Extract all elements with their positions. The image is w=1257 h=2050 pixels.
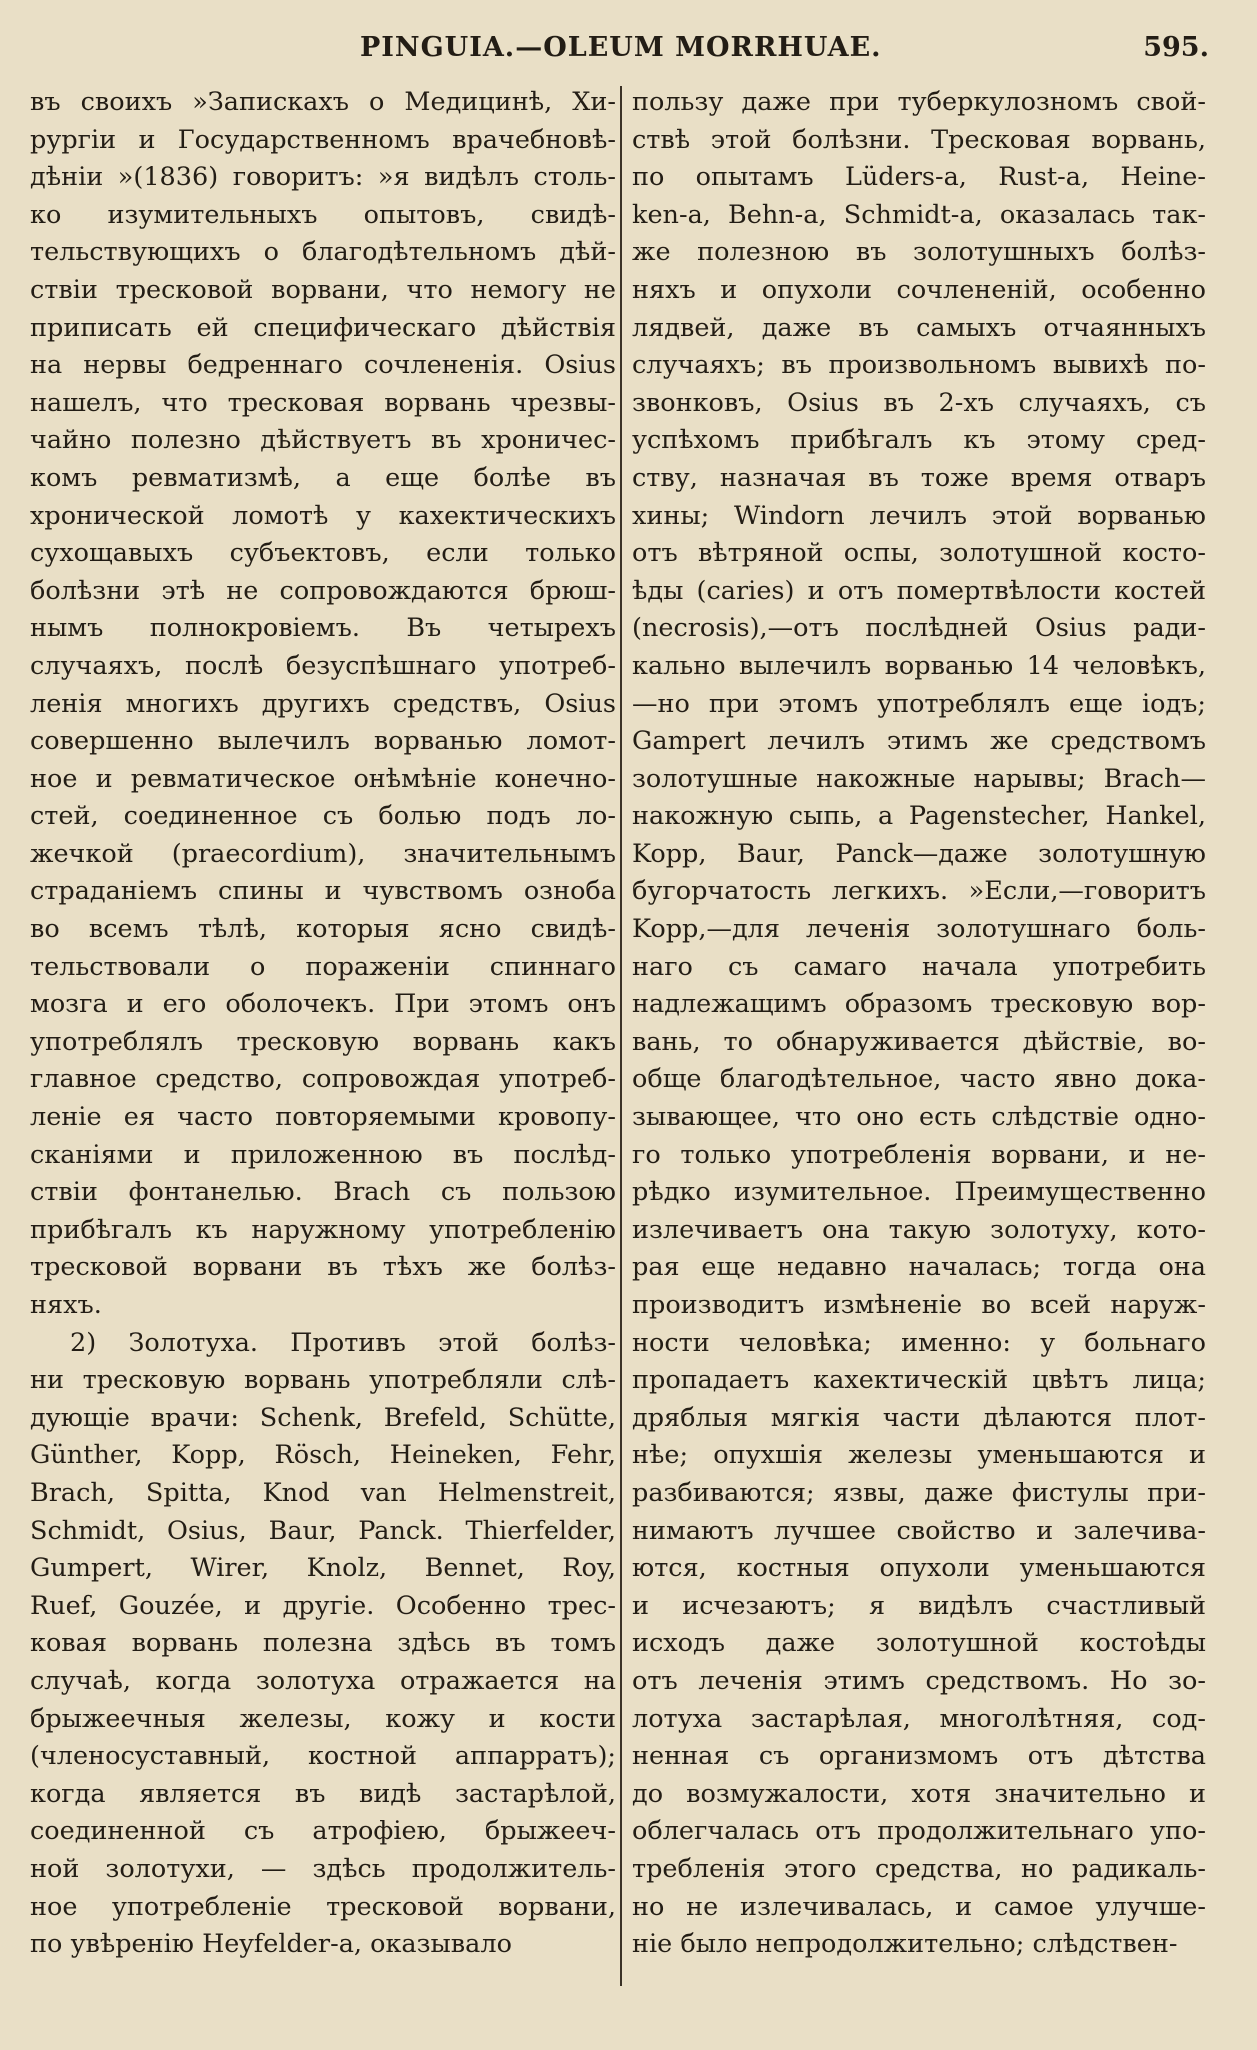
text-line: тельствовали о пораженіи спиннаго xyxy=(30,951,616,982)
text-line: совершенно вылечилъ ворванью ломот- xyxy=(30,726,616,757)
text-line: пользу даже при туберкулозномъ свой- xyxy=(632,87,1206,117)
text-line: надлежащимъ образомъ тресковую вор- xyxy=(632,989,1206,1020)
text-line: въ своихъ »Запискахъ о Медицинѣ, Хи- xyxy=(30,87,616,117)
text-line: 2) Золотуха. Противъ этой болѣз- xyxy=(70,1327,616,1358)
text-line: Günther, Kopp, Rösch, Heineken, Fehr, xyxy=(30,1440,616,1471)
text-line: лотуха застарѣлая, многолѣтняя, сод- xyxy=(632,1703,1206,1734)
text-line: звонковъ, Osius въ 2-хъ случаяхъ, съ xyxy=(632,387,1206,418)
page-number: 595. xyxy=(1143,32,1209,63)
column-divider xyxy=(620,86,622,1986)
left-text-column xyxy=(30,84,616,1964)
text-line: на нервы бедреннаго сочлененія. Osius xyxy=(30,350,616,381)
text-line: ленія многихъ другихъ средствъ, Osius xyxy=(30,688,616,719)
text-line: (членосуставный, костной аппарратъ); xyxy=(30,1741,616,1772)
text-line: рѣдко изумительное. Преимущественно xyxy=(632,1177,1206,1208)
text-line: ное и ревматическое онѣмѣніе конечно- xyxy=(30,763,616,794)
text-line: ѣды (caries) и отъ помертвѣлости костей xyxy=(632,575,1206,606)
text-line: отъ леченія этимъ средствомъ. Но зо- xyxy=(632,1665,1206,1696)
text-line: няхъ и опухоли сочлененій, особенно xyxy=(632,274,1206,305)
text-line: наго съ самаго начала употребить xyxy=(632,951,1206,982)
text-line: бугорчатость легкихъ. »Если,—говоритъ xyxy=(632,876,1206,907)
text-line: тресковой ворвани въ тѣхъ же болѣз- xyxy=(30,1252,616,1283)
text-line: ются, костныя опухоли уменьшаются xyxy=(632,1553,1206,1584)
text-line: производитъ измѣненіе во всей наруж- xyxy=(632,1290,1206,1320)
text-line: кально вылечилъ ворванью 14 человѣкъ, xyxy=(632,650,1206,681)
text-line: пропадаетъ кахектическій цвѣтъ лица; xyxy=(632,1365,1206,1396)
text-line: болѣзни этѣ не сопровождаются брюш- xyxy=(30,575,616,606)
text-line: сканіями и приложенною въ послѣд- xyxy=(30,1139,616,1170)
text-line: брыжеечныя железы, кожу и кости xyxy=(30,1703,616,1734)
text-line: стей, соединенное съ болью подъ ло- xyxy=(30,801,616,832)
text-line: главное средство, сопровождая употреб- xyxy=(30,1064,616,1095)
text-line: Schmidt, Osius, Baur, Panck. Thierfelder, xyxy=(30,1515,616,1546)
text-line: успѣхомъ прибѣгалъ къ этому сред- xyxy=(632,425,1206,456)
running-header xyxy=(0,14,1257,74)
text-line: страданіемъ спины и чувствомъ озноба xyxy=(30,876,616,907)
text-line: чайно полезно дѣйствуетъ въ хроничес- xyxy=(30,425,616,456)
text-line: ной золотухи, — здѣсь продолжитель- xyxy=(30,1853,616,1884)
text-line: Brach, Spitta, Knod van Helmenstreit, xyxy=(30,1477,616,1508)
text-line: случаѣ, когда золотуха отражается на xyxy=(30,1665,616,1696)
text-line: зывающее, что оно есть слѣдствіе одно- xyxy=(632,1102,1206,1133)
text-line: обще благодѣтельное, часто явно дока- xyxy=(632,1064,1206,1095)
text-line: золотушные накожные нарывы; Brach— xyxy=(632,763,1206,794)
text-line: соединенной съ атрофіею, брыжееч- xyxy=(30,1816,616,1847)
text-line: мозга и его оболочекъ. При этомъ онъ xyxy=(30,989,616,1020)
text-line: (necrosis),—отъ послѣдней Osius ради- xyxy=(632,613,1206,644)
text-line: тельствующихъ о благодѣтельномъ дѣй- xyxy=(30,237,616,268)
text-line: го только употребленія ворвани, и не- xyxy=(632,1139,1206,1170)
text-line: Kopp, Baur, Panck—даже золотушную xyxy=(632,838,1206,869)
text-line: требленія этого средства, но радикаль- xyxy=(632,1853,1206,1884)
text-line: нашелъ, что тресковая ворвань чрезвы- xyxy=(30,387,616,418)
text-line: ствіи фонтанелью. Brach съ пользою xyxy=(30,1177,616,1208)
text-line: облегчалась отъ продолжительнаго упо- xyxy=(632,1816,1206,1847)
text-line: по увѣренію Heyfelder-а, оказывало xyxy=(30,1929,512,1960)
text-line: ствіи тресковой ворвани, что немогу не xyxy=(30,274,616,305)
text-line: леніе ея часто повторяемыми кровопу- xyxy=(30,1102,616,1133)
text-line: нѣе; опухшія железы уменьшаются и xyxy=(632,1440,1206,1471)
text-line: жечкой (praecordium), значительнымъ xyxy=(30,838,616,869)
text-line: хронической ломотѣ у кахектическихъ xyxy=(30,500,616,531)
text-line: прибѣгалъ къ наружному употребленію xyxy=(30,1214,616,1245)
text-line: Ruef, Gouzée, и другіе. Особенно трес- xyxy=(30,1590,616,1621)
text-line: ніе было непродолжительно; слѣдствен- xyxy=(632,1929,1178,1960)
text-line: дряблыя мягкія части дѣлаются плот- xyxy=(632,1402,1206,1433)
text-line: дѣніи »(1836) говоритъ: »я видѣлъ столь- xyxy=(30,162,616,193)
text-line: во всемъ тѣлѣ, которыя ясно свидѣ- xyxy=(30,914,616,945)
running-title: PINGUIA.—OLEUM MORRHUAE. xyxy=(360,32,882,63)
text-line: ни тресковую ворвань употребляли слѣ- xyxy=(30,1365,616,1396)
text-line: хины; Windorn лечилъ этой ворванью xyxy=(632,500,1206,531)
text-line: ности человѣка; именно: у больнаго xyxy=(632,1327,1206,1358)
text-line: сухощавыхъ субъектовъ, если только xyxy=(30,538,616,569)
text-line: няхъ. xyxy=(30,1290,102,1320)
text-line: и исчезаютъ; я видѣлъ счастливый xyxy=(632,1590,1206,1621)
text-line: приписать ей специфическаго дѣйствія xyxy=(30,312,616,343)
text-line: Gampert лечилъ этимъ же средствомъ xyxy=(632,726,1206,757)
text-line: до возмужалости, хотя значительно и xyxy=(632,1778,1206,1809)
text-line: вань, то обнаруживается дѣйствіе, во- xyxy=(632,1026,1206,1057)
text-line: употреблялъ тресковую ворвань какъ xyxy=(30,1026,616,1057)
text-line: нимаютъ лучшее свойство и залечива- xyxy=(632,1515,1206,1546)
text-line: ству, назначая въ тоже время отваръ xyxy=(632,462,1206,493)
text-line: ковая ворвань полезна здѣсь въ томъ xyxy=(30,1628,616,1659)
text-line: ненная съ организмомъ отъ дѣтства xyxy=(632,1741,1206,1772)
text-line: разбиваются; язвы, даже фистулы при- xyxy=(632,1477,1206,1508)
text-line: но не излечивалась, и самое улучше- xyxy=(632,1891,1206,1922)
text-line: по опытамъ Lüders-a, Rust-a, Heine- xyxy=(632,162,1206,193)
right-text-column xyxy=(632,84,1206,1964)
text-line: ко изумительныхъ опытовъ, свидѣ- xyxy=(30,199,616,230)
text-line: же полезною въ золотушныхъ болѣз- xyxy=(632,237,1206,268)
text-line: ken-a, Behn-a, Schmidt-a, оказалась так- xyxy=(632,199,1206,230)
text-line: рая еще недавно началась; тогда она xyxy=(632,1252,1206,1283)
text-line: комъ ревматизмѣ, а еще болѣе въ xyxy=(30,462,616,493)
text-line: рургіи и Государственномъ врачебновѣ- xyxy=(30,124,616,155)
text-line: излечиваетъ она такую золотуху, кото- xyxy=(632,1214,1206,1245)
text-line: отъ вѣтряной оспы, золотушной косто- xyxy=(632,538,1206,569)
text-line: —но при этомъ употреблялъ еще іодъ; xyxy=(632,688,1206,719)
text-line: ствѣ этой болѣзни. Тресковая ворвань, xyxy=(632,124,1206,155)
text-line: когда является въ видѣ застарѣлой, xyxy=(30,1778,616,1809)
text-line: случаяхъ, послѣ безуспѣшнаго употреб- xyxy=(30,650,616,681)
text-line: ное употребленіе тресковой ворвани, xyxy=(30,1891,616,1922)
text-line: Kopp,—для леченія золотушнаго боль- xyxy=(632,914,1206,945)
text-line: исходъ даже золотушной костоѣды xyxy=(632,1628,1206,1659)
text-line: случаяхъ; въ произвольномъ вывихѣ по- xyxy=(632,350,1206,381)
text-line: накожную сыпь, а Pagenstecher, Hankel, xyxy=(632,801,1206,832)
text-line: лядвей, даже въ самыхъ отчаянныхъ xyxy=(632,312,1206,343)
text-line: дующіе врачи: Schenk, Brefeld, Schütte, xyxy=(30,1402,616,1433)
text-line: нымъ полнокровіемъ. Въ четырехъ xyxy=(30,613,616,644)
text-line: Gumpert, Wirer, Knolz, Bennet, Roy, xyxy=(30,1553,616,1584)
